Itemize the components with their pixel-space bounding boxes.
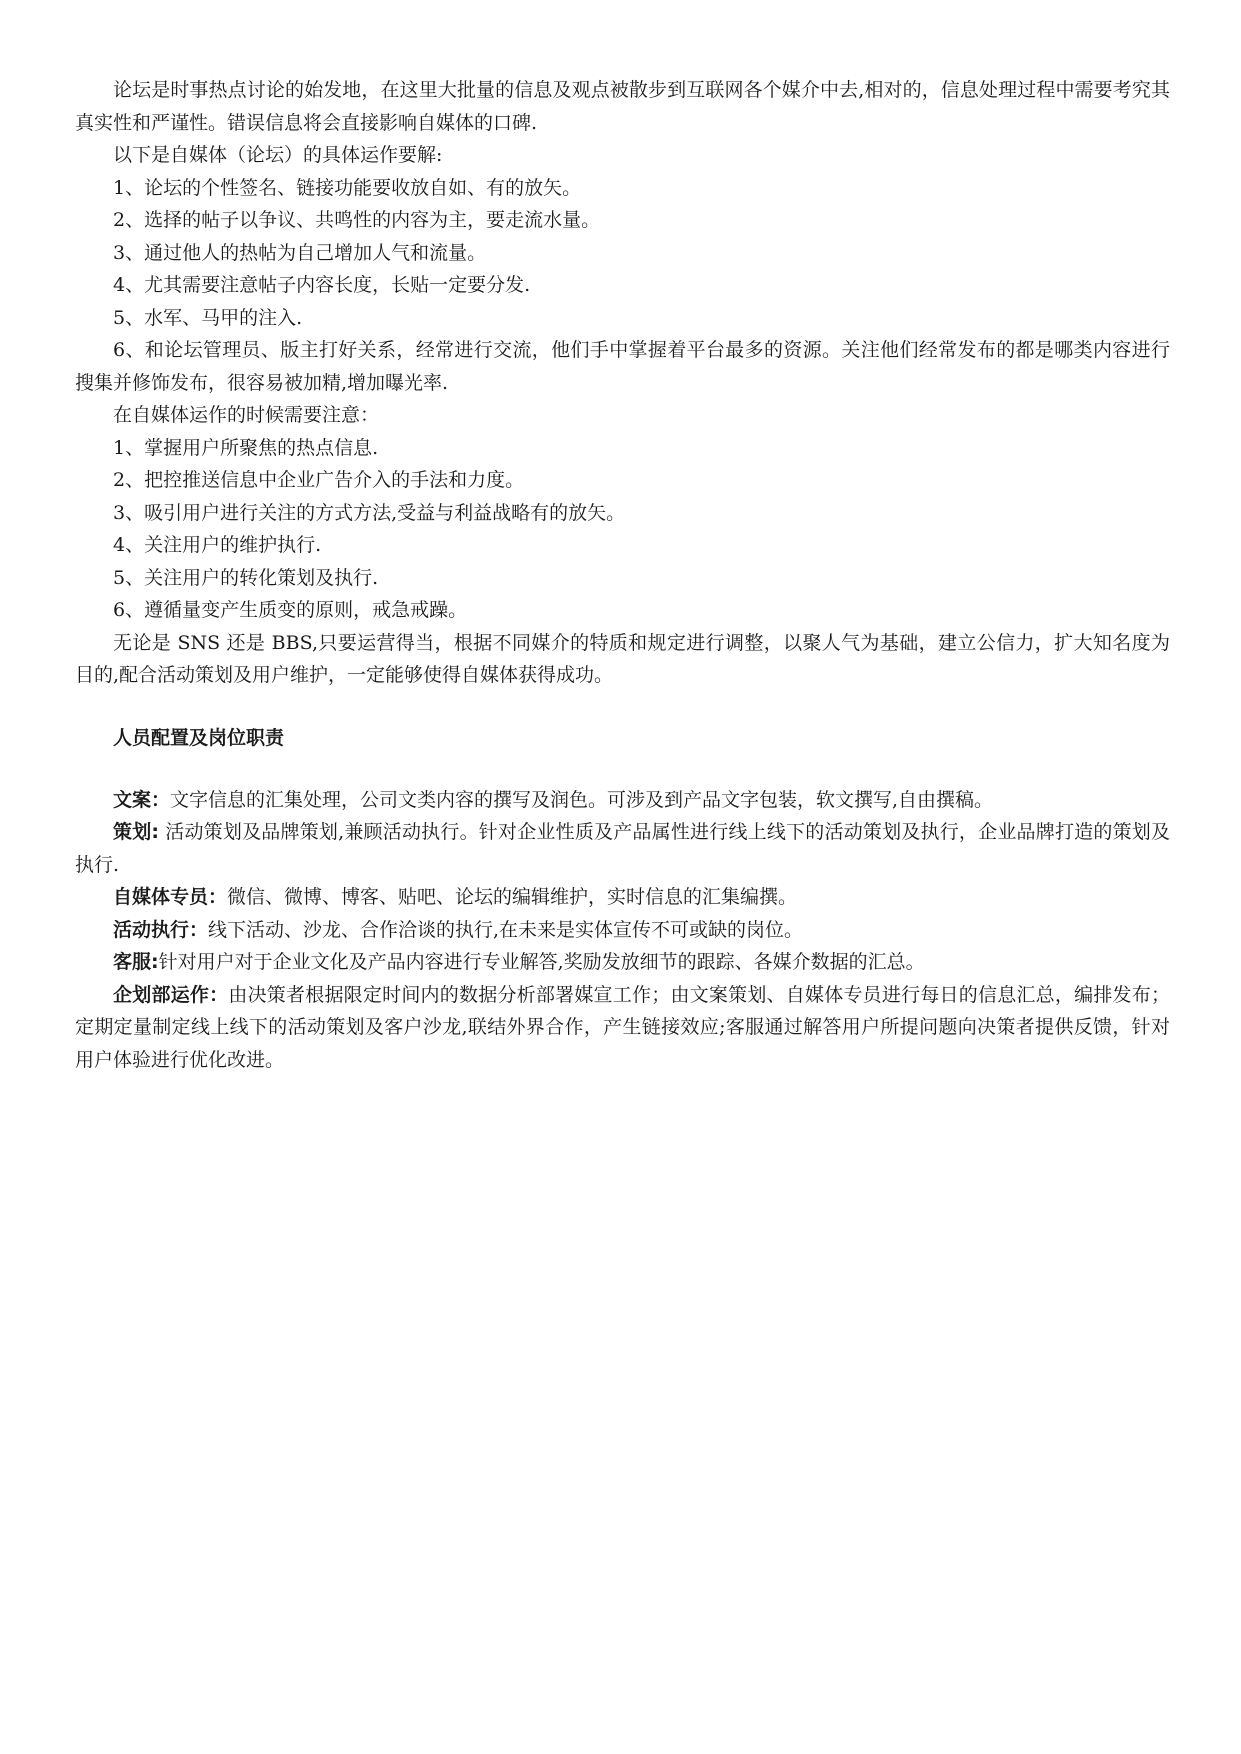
list-item: 4、关注用户的维护执行.: [113, 534, 322, 556]
list-item: 6、遵循量变产生质变的原则，戒急戒躁。: [113, 599, 468, 621]
role-media-specialist: [75, 881, 1170, 914]
role-label: 企划部运作：: [113, 983, 229, 1006]
document-page: [75, 74, 1170, 1076]
list-item: 1、论坛的个性签名、链接功能要收放自如、有的放矢。: [113, 176, 582, 199]
intro-paragraph-2: 以下是自媒体（论坛）的具体运作要解:: [113, 144, 443, 166]
list-item: 6、和论坛管理员、版主打好关系，经常进行交流，他们手中掌握着平台最多的资源。关注他们经常发布的都是哪类内容进行搜集并修饰发布，很容易被加精,增加曝光率.: [75, 339, 1170, 394]
role-label: 策划:: [113, 821, 160, 843]
role-description: 文字信息的汇集处理，公司文类内容的撰写及润色。可涉及到产品文字包装，软文撰写,自由撰稿。: [170, 788, 994, 811]
list-item: 2、把控推送信息中企业广告介入的手法和力度。: [113, 469, 525, 491]
role-label: 客服:: [113, 951, 159, 973]
role-label: 活动执行：: [113, 918, 209, 941]
role-event-execution: [75, 914, 1170, 947]
notes-intro: 在自媒体运作的时候需要注意：: [113, 404, 380, 426]
list-item: 3、通过他人的热帖为自己增加人气和流量。: [113, 241, 487, 264]
role-label: 文案：: [113, 788, 171, 811]
list-item: 1、掌握用户所聚焦的热点信息.: [113, 436, 379, 459]
list-item: 4、尤其需要注意帖子内容长度，长贴一定要分发.: [113, 274, 531, 296]
section-title: 人员配置及岗位职责: [113, 726, 285, 749]
role-description: 微信、微博、博客、贴吧、论坛的编辑维护，实时信息的汇集编撰。: [227, 886, 798, 908]
role-label: 自媒体专员：: [113, 886, 228, 908]
list-item: 2、选择的帖子以争议、共鸣性的内容为主，要走流水量。: [113, 209, 601, 231]
intro-paragraph-1: 论坛是时事热点讨论的始发地，在这里大批量的信息及观点被散步到互联网各个媒介中去,相对的，信息处理过程中需要考究其真实性和严谨性。错误信息将会直接影响自媒体的口碑.: [75, 79, 1170, 134]
notes-list: [75, 432, 1170, 627]
role-copywriter: [75, 784, 1170, 817]
role-customer-service: [75, 946, 1170, 979]
role-planning-department: [75, 979, 1170, 1077]
role-planner: [75, 816, 1170, 881]
roles-list: [75, 784, 1170, 1077]
list-item: 5、关注用户的转化策划及执行.: [113, 566, 379, 589]
role-description: 由决策者根据限定时间内的数据分析部署媒宣工作；由文案策划、自媒体专员进行每日的信息汇总，编排发布；定期定量制定线上线下的活动策划及客户沙龙,联结外界合作，产生链接效应;客服通过解答用户所提问题向决策者提供反馈，针对用户体验进行优化改进。: [75, 983, 1170, 1071]
list-item: 5、水军、马甲的注入.: [113, 306, 303, 329]
list-item: 3、吸引用户进行关注的方式方法,受益与利益战略有的放矢。: [113, 501, 626, 524]
role-description: 活动策划及品牌策划,兼顾活动执行。针对企业性质及产品属性进行线上线下的活动策划及执行，企业品牌打造的策划及执行.: [75, 821, 1170, 876]
forum-points-list: [75, 172, 1170, 400]
role-description: 针对用户对于企业文化及产品内容进行专业解答,奖励发放细节的跟踪、各媒介数据的汇总。: [158, 951, 925, 973]
conclusion-paragraph: 无论是 SNS 还是 BBS,只要运营得当，根据不同媒介的特质和规定进行调整，以聚人气为基础，建立公信力，扩大知名度为目的,配合活动策划及用户维护，一定能够使得自媒体获得成功。: [75, 631, 1170, 686]
role-description: 线下活动、沙龙、合作洽谈的执行,在未来是实体宣传不可或缺的岗位。: [208, 918, 804, 941]
